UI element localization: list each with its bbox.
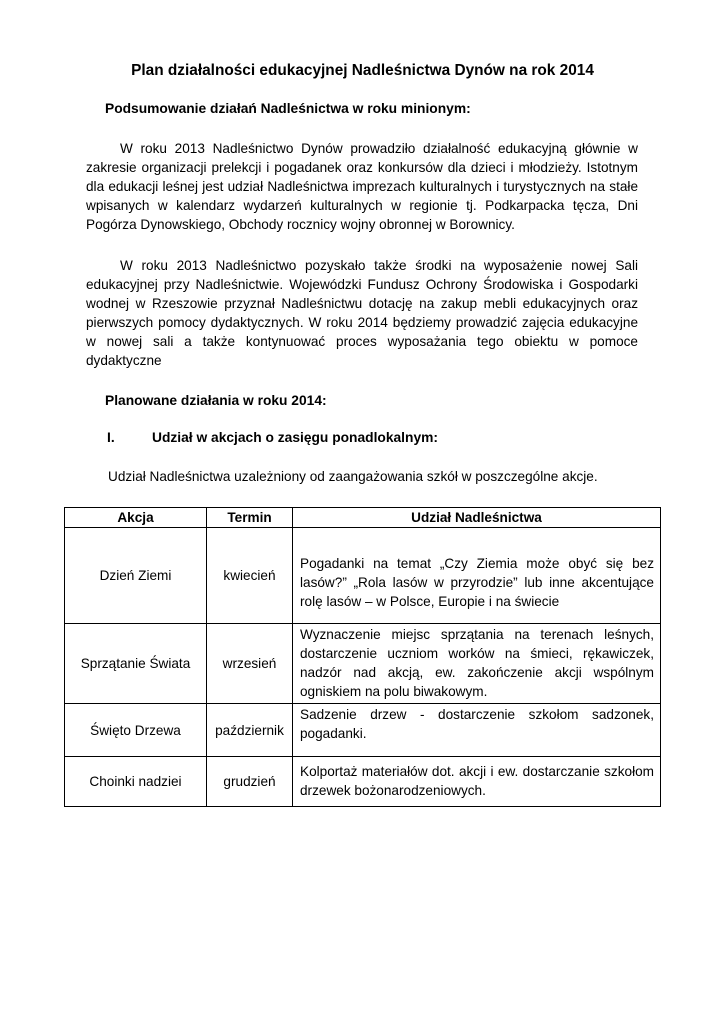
header-akcja: Akcja bbox=[65, 508, 207, 528]
cell-termin: kwiecień bbox=[207, 528, 293, 624]
cell-termin: grudzień bbox=[207, 757, 293, 807]
cell-termin: październik bbox=[207, 704, 293, 757]
document-title: Plan działalności edukacyjnej Nadleśnictwa Dynów na rok 2014 bbox=[131, 62, 594, 79]
header-termin: Termin bbox=[207, 508, 293, 528]
cell-akcja: Święto Drzewa bbox=[65, 704, 207, 757]
table-row bbox=[65, 624, 661, 704]
planned-heading: Planowane działania w roku 2014: bbox=[105, 393, 327, 408]
header-udzial: Udział Nadleśnictwa bbox=[293, 508, 661, 528]
cell-akcja: Dzień Ziemi bbox=[65, 528, 207, 624]
summary-paragraph-1: W roku 2013 Nadleśnictwo Dynów prowadziło działalność edukacyjną głównie w zakresie organizacji prelekcji i pogadanek oraz konkursów dla dzieci i młodzieży. Istotnym dla edukacji leśnej jest udział Nadleśnictwa imprezach kulturalnych i turystycznych na stałe wpisanych w kalendarz wydarzeń kulturalnych w regionie tj. Podkarpacka tęcza, Dni Pogórza Dynowskiego, Obchody rocznicy wojny obronnej w Borownicy. bbox=[86, 141, 638, 233]
section-number: I. bbox=[107, 430, 115, 445]
actions-table bbox=[64, 507, 661, 807]
cell-udzial: Pogadanki na temat „Czy Ziemia może obyć się bez lasów?” „Rola lasów w przyrodzie” lub inne akcentujące rolę lasów – w Polsce, Europie i na świecie bbox=[293, 528, 661, 624]
cell-akcja: Choinki nadziei bbox=[65, 757, 207, 807]
table-row bbox=[65, 757, 661, 807]
section-intro: Udział Nadleśnictwa uzależniony od zaangażowania szkół w poszczególne akcje. bbox=[108, 469, 598, 484]
cell-udzial: Sadzenie drzew - dostarczenie szkołom sadzonek, pogadanki. bbox=[293, 704, 661, 757]
table-row bbox=[65, 528, 661, 624]
cell-udzial: Wyznaczenie miejsc sprzątania na terenach leśnych, dostarczenie uczniom worków na śmieci, rękawiczek, nadzór nad akcją, ew. zakończenie akcji wspólnym ogniskiem na polu biwakowym. bbox=[293, 624, 661, 704]
section-title: Udział w akcjach o zasięgu ponadlokalnym: bbox=[152, 430, 438, 445]
cell-udzial: Kolportaż materiałów dot. akcji i ew. dostarczanie szkołom drzewek bożonarodzeniowych. bbox=[293, 757, 661, 807]
summary-heading: Podsumowanie działań Nadleśnictwa w roku minionym: bbox=[105, 101, 471, 116]
table-header-row bbox=[65, 508, 661, 528]
cell-akcja: Sprzątanie Świata bbox=[65, 624, 207, 704]
summary-paragraph-2: W roku 2013 Nadleśnictwo pozyskało także środki na wyposażenie nowej Sali edukacyjnej przy Nadleśnictwie. Wojewódzki Fundusz Ochrony Środowiska i Gospodarki wodnej w Rzeszowie przyznał Nadleśnictwu dotację na zakup mebli edukacyjnych oraz pierwszych pomocy dydaktycznych. W roku 2014 będziemy prowadzić zajęcia edukacyjne w nowej sali a także kontynuować proces wyposażania tego obiektu w pomoce dydaktyczne bbox=[86, 258, 638, 369]
cell-termin: wrzesień bbox=[207, 624, 293, 704]
table-row bbox=[65, 704, 661, 757]
